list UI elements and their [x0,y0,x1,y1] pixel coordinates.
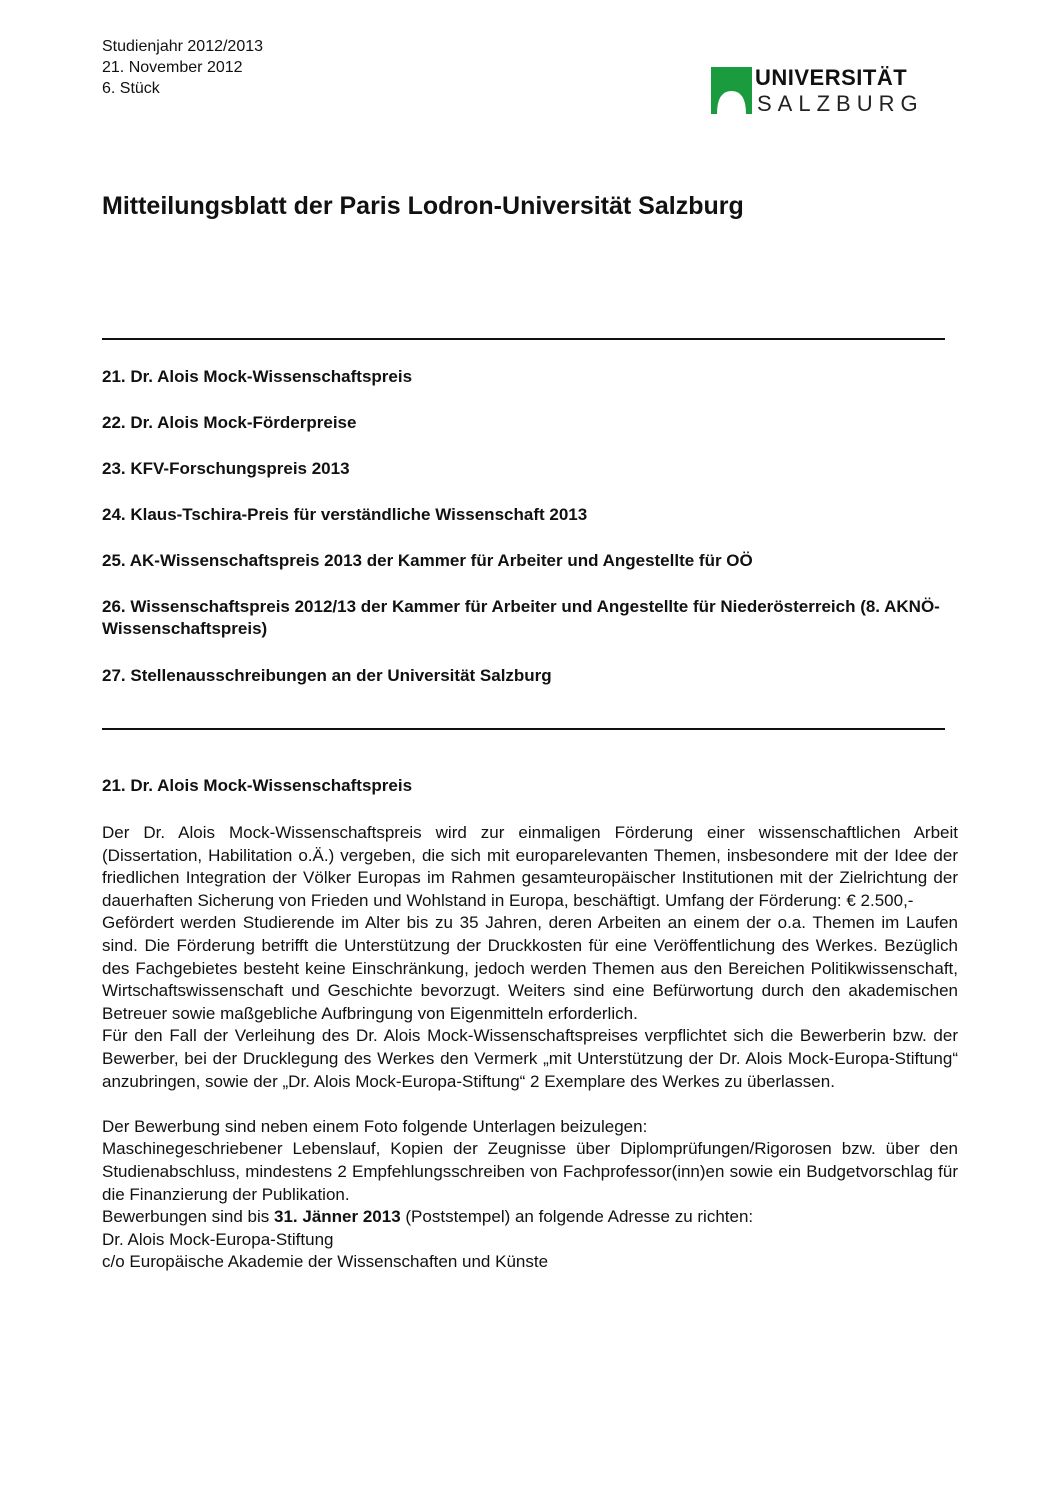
address-line: Dr. Alois Mock-Europa-Stiftung [102,1229,334,1249]
section-body [102,822,958,1274]
logo-text-salzburg: SALZBURG [757,91,924,116]
logo-text-universitaet: UNIVERSITÄT [755,65,908,90]
toc-item: 23. KFV-Forschungspreis 2013 [102,459,350,478]
university-logo-icon [711,67,752,114]
table-of-contents [102,366,962,711]
deadline-date: 31. Jänner 2013 [274,1207,401,1227]
section-heading: 21. Dr. Alois Mock-Wissenschaftspreis [102,776,413,795]
paragraph-eligibility: Gefördert werden Studierende im Alter bis zu 35 Jahren, deren Arbeiten an einem der o.a. Themen im Laufen sind. Die Förderung betrifft die Unterstützung der Druckkosten für eine Veröffentlichung des Werkes. Bezüglich des Fachgebietes besteht keine Einschränkung, jedoch werden Themen aus den Bereichen Politikwissenschaft, Wirtschaftswissenschaft und Geschichte bevorzugt. Weiters sind eine Befürwortung durch den akademischen Betreuer sowie maßgebliche Aufbringung von Eigenmitteln erforderlich. [102,913,958,1023]
toc-item: 24. Klaus-Tschira-Preis für verständliche Wissenschaft 2013 [102,505,588,524]
paragraph-documents-intro: Der Bewerbung sind neben einem Foto folgende Unterlagen beizulegen: [102,1116,648,1136]
document-meta [102,36,263,99]
toc-item: 25. AK-Wissenschaftspreis 2013 der Kammer für Arbeiter und Angestellte für OÖ [102,551,753,570]
deadline-text-after: (Poststempel) an folgende Adresse zu richten: [400,1207,754,1227]
toc-item: 22. Dr. Alois Mock-Förderpreise [102,413,357,432]
academic-year: Studienjahr 2012/2013 [102,38,264,55]
toc-item: 27. Stellenausschreibungen an der Universität Salzburg [102,666,552,685]
paragraph-deadline [102,1206,958,1229]
divider-bottom [102,728,945,730]
issue-number: 6. Stück [102,80,160,97]
paragraph-intro: Der Dr. Alois Mock-Wissenschaftspreis wird zur einmaligen Förderung einer wissenschaftlichen Arbeit (Dissertation, Habilitation o.Ä.) vergeben, die sich mit europarelevanten Themen, insbesondere mit der Idee der friedlichen Integration der Völker Europas im Rahmen gesamteuropäischer Institutionen mit der Zielrichtung der dauerhaften Sicherung von Frieden und Wohlstand in Europa, beschäftigt. Umfang der Förderung: € 2.500,- [102,823,958,910]
page-title: Mitteilungsblatt der Paris Lodron-Universität Salzburg [102,192,744,220]
toc-item: 26. Wissenschaftspreis 2012/13 der Kammer für Arbeiter und Angestellte für Niederösterreich (8. AKNÖ-Wissenschaftspreis) [102,597,940,638]
toc-item: 21. Dr. Alois Mock-Wissenschaftspreis [102,367,413,386]
paragraph-documents-list: Maschinegeschriebener Lebenslauf, Kopien der Zeugnisse über Diplomprüfungen/Rigorosen bzw. über den Studienabschluss, mindestens 2 Empfehlungsschreiben von Fachprofessor(inn)en sowie ein Budgetvorschlag für die Finanzierung der Publikation. [102,1139,958,1204]
university-logo [711,67,931,117]
address-line: c/o Europäische Akademie der Wissenschaften und Künste [102,1252,549,1272]
paragraph-obligations: Für den Fall der Verleihung des Dr. Alois Mock-Wissenschaftspreises verpflichtet sich die Bewerberin bzw. der Bewerber, bei der Drucklegung des Werkes den Vermerk „mit Unterstützung der Dr. Alois Mock-Europa-Stiftung“ anzubringen, sowie der „Dr. Alois Mock-Europa-Stiftung“ 2 Exemplare des Werkes zu überlassen. [102,1026,958,1091]
issue-date: 21. November 2012 [102,59,243,76]
deadline-text-before: Bewerbungen sind bis [102,1207,275,1227]
divider-top [102,338,945,340]
